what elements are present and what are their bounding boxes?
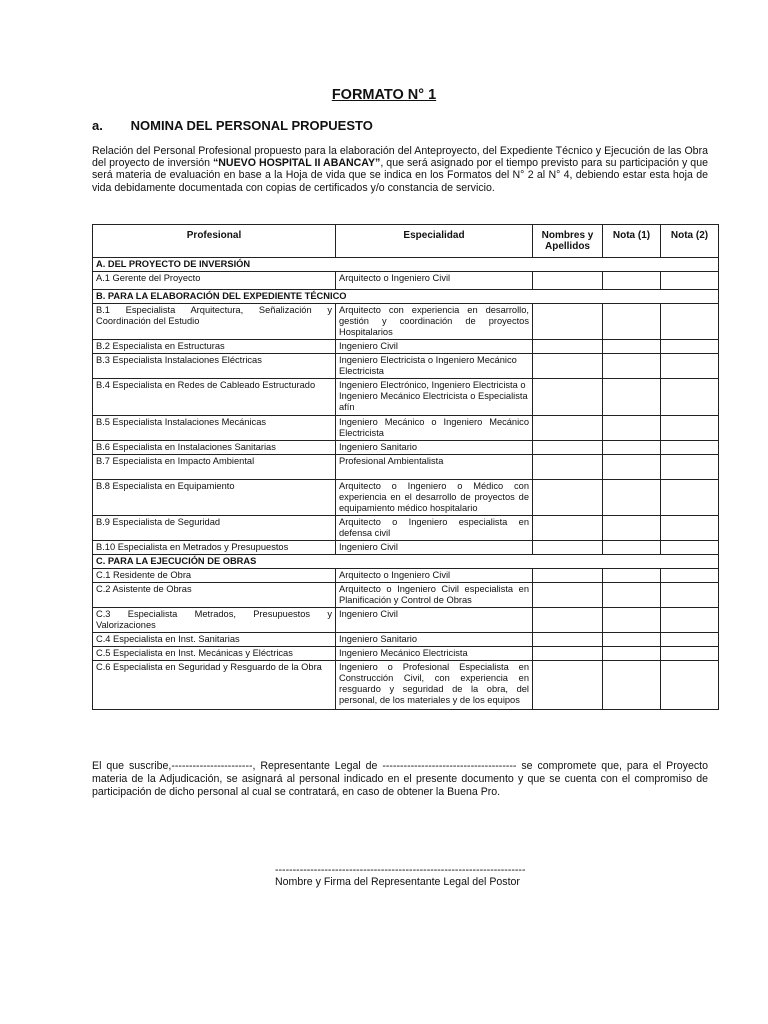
table-row [93, 569, 719, 583]
cell-nota-2[interactable] [661, 661, 719, 710]
table-row [93, 304, 719, 340]
cell-especialidad: Ingeniero Sanitario [336, 441, 533, 455]
table-row [93, 516, 719, 541]
cell-profesional: B.8 Especialista en Equipamiento [93, 480, 336, 516]
cell-nota-1[interactable] [603, 304, 661, 340]
table-row [93, 416, 719, 441]
signature-line: ----------------------------------------------------------------------- [275, 864, 526, 876]
section-heading [92, 118, 373, 133]
table-header-row [93, 225, 719, 258]
cell-profesional: B.1 Especialista Arquitectura, Señalización y Coordinación del Estudio [93, 304, 336, 340]
cell-nota-2[interactable] [661, 480, 719, 516]
cell-nota-2[interactable] [661, 340, 719, 354]
intro-text-after: , que será asignado por el tiempo previsto para su participación y que será materia de evaluación en base a la Hoja de vida que se indica en los Formatos del N° 2 al N° 4, debiendo estar esta hoja de vida debidamente documentada con copias de certificados y/o constancia de servicio. [92, 157, 708, 194]
cell-especialidad: Ingeniero Civil [336, 608, 533, 633]
section-row [93, 258, 719, 272]
header-profesional: Profesional [93, 225, 336, 258]
cell-especialidad: Arquitecto con experiencia en desarrollo, gestión y coordinación de proyectos Hospitalarios [336, 304, 533, 340]
cell-nombres[interactable] [533, 569, 603, 583]
cell-nota-2[interactable] [661, 647, 719, 661]
cell-profesional: B.6 Especialista en Instalaciones Sanitarias [93, 441, 336, 455]
table-row [93, 608, 719, 633]
cell-profesional: C.3 Especialista Metrados, Presupuestos y Valorizaciones [93, 608, 336, 633]
cell-nota-1[interactable] [603, 441, 661, 455]
table-row [93, 340, 719, 354]
cell-profesional: B.2 Especialista en Estructuras [93, 340, 336, 354]
personnel-table [92, 224, 719, 710]
cell-nombres[interactable] [533, 340, 603, 354]
cell-profesional: C.2 Asistente de Obras [93, 583, 336, 608]
cell-nota-1[interactable] [603, 379, 661, 416]
cell-nombres[interactable] [533, 647, 603, 661]
cell-especialidad: Ingeniero o Profesional Especialista en Construcción Civil, con experiencia en resguardo y seguridad de la obra, del personal, de los materiales y de los equipos [336, 661, 533, 710]
cell-nota-1[interactable] [603, 455, 661, 480]
table-row [93, 379, 719, 416]
cell-nota-2[interactable] [661, 441, 719, 455]
cell-especialidad: Arquitecto o Ingeniero o Médico con experiencia en el desarrollo de proyectos de equipamiento médico hospitalario [336, 480, 533, 516]
cell-profesional: B.5 Especialista Instalaciones Mecánicas [93, 416, 336, 441]
cell-nota-1[interactable] [603, 569, 661, 583]
cell-profesional: A.1 Gerente del Proyecto [93, 272, 336, 290]
cell-nota-1[interactable] [603, 583, 661, 608]
cell-nombres[interactable] [533, 661, 603, 710]
cell-nombres[interactable] [533, 583, 603, 608]
cell-profesional: B.10 Especialista en Metrados y Presupuestos [93, 541, 336, 555]
cell-nota-1[interactable] [603, 647, 661, 661]
cell-nombres[interactable] [533, 480, 603, 516]
cell-especialidad: Profesional Ambientalista [336, 455, 533, 480]
cell-nota-2[interactable] [661, 583, 719, 608]
header-especialidad: Especialidad [336, 225, 533, 258]
cell-nota-2[interactable] [661, 516, 719, 541]
table-row [93, 647, 719, 661]
form-title: FORMATO N° 1 [331, 87, 437, 103]
cell-nota-1[interactable] [603, 661, 661, 710]
cell-profesional: B.9 Especialista de Seguridad [93, 516, 336, 541]
cell-profesional: C.6 Especialista en Seguridad y Resguardo de la Obra [93, 661, 336, 710]
section-row [93, 555, 719, 569]
header-nota-1: Nota (1) [603, 225, 661, 258]
cell-profesional: C.1 Residente de Obra [93, 569, 336, 583]
table-row [93, 480, 719, 516]
cell-nota-1[interactable] [603, 480, 661, 516]
table-row [93, 541, 719, 555]
cell-especialidad: Ingeniero Civil [336, 340, 533, 354]
section-title: NOMINA DEL PERSONAL PROPUESTO [130, 118, 373, 133]
cell-especialidad: Ingeniero Electricista o Ingeniero Mecánico Electricista [336, 354, 533, 379]
signature-label: Nombre y Firma del Representante Legal del Postor [275, 876, 520, 888]
cell-nota-2[interactable] [661, 569, 719, 583]
commitment-paragraph: El que suscribe,-----------------------, Representante Legal de -------------------------------------- se compromete que, para el Proyecto materia de la Adjudicación, se asignará al personal indicado en el presente documento y que se cuenta con el compromiso de participación de dicho personal al cual se contratará, en caso de obtener la Buena Pro. [92, 760, 708, 799]
cell-especialidad: Arquitecto o Ingeniero Civil [336, 569, 533, 583]
cell-nombres[interactable] [533, 272, 603, 290]
section-letter: a. [92, 118, 103, 133]
header-nota-2: Nota (2) [661, 225, 719, 258]
section-row [93, 290, 719, 304]
table-row [93, 272, 719, 290]
cell-nombres[interactable] [533, 441, 603, 455]
section-title: A. DEL PROYECTO DE INVERSIÓN [93, 258, 719, 272]
cell-nota-1[interactable] [603, 416, 661, 441]
cell-nombres[interactable] [533, 455, 603, 480]
cell-nombres[interactable] [533, 379, 603, 416]
section-title: B. PARA LA ELABORACIÓN DEL EXPEDIENTE TÉCNICO [93, 290, 719, 304]
cell-nota-2[interactable] [661, 354, 719, 379]
table-row [93, 354, 719, 379]
cell-nota-1[interactable] [603, 340, 661, 354]
cell-nota-2[interactable] [661, 633, 719, 647]
cell-profesional: B.4 Especialista en Redes de Cableado Estructurado [93, 379, 336, 416]
cell-especialidad: Arquitecto o Ingeniero Civil [336, 272, 533, 290]
personnel-table-body [93, 225, 719, 710]
cell-nota-1[interactable] [603, 541, 661, 555]
cell-profesional: B.3 Especialista Instalaciones Eléctricas [93, 354, 336, 379]
cell-especialidad: Arquitecto o Ingeniero especialista en defensa civil [336, 516, 533, 541]
cell-nombres[interactable] [533, 516, 603, 541]
cell-nota-1[interactable] [603, 608, 661, 633]
table-row [93, 455, 719, 480]
cell-nota-1[interactable] [603, 354, 661, 379]
section-title: C. PARA LA EJECUCIÓN DE OBRAS [93, 555, 719, 569]
intro-paragraph [92, 145, 708, 194]
cell-nombres[interactable] [533, 541, 603, 555]
cell-nota-2[interactable] [661, 272, 719, 290]
table-row [93, 441, 719, 455]
cell-nota-2[interactable] [661, 379, 719, 416]
header-nombres: Nombres y Apellidos [533, 225, 603, 258]
cell-nota-2[interactable] [661, 304, 719, 340]
cell-especialidad: Ingeniero Mecánico Electricista [336, 647, 533, 661]
cell-nota-2[interactable] [661, 416, 719, 441]
cell-nombres[interactable] [533, 354, 603, 379]
cell-nota-2[interactable] [661, 455, 719, 480]
cell-nombres[interactable] [533, 416, 603, 441]
cell-nombres[interactable] [533, 304, 603, 340]
cell-nota-2[interactable] [661, 608, 719, 633]
cell-nota-2[interactable] [661, 541, 719, 555]
cell-especialidad: Ingeniero Electrónico, Ingeniero Electricista o Ingeniero Mecánico Electricista o Especialista afín [336, 379, 533, 416]
table-row [93, 583, 719, 608]
table-row [93, 633, 719, 647]
cell-profesional: B.7 Especialista en Impacto Ambiental [93, 455, 336, 480]
table-row [93, 661, 719, 710]
cell-nota-1[interactable] [603, 516, 661, 541]
cell-profesional: C.4 Especialista en Inst. Sanitarias [93, 633, 336, 647]
cell-nombres[interactable] [533, 633, 603, 647]
cell-especialidad: Arquitecto o Ingeniero Civil especialista en Planificación y Control de Obras [336, 583, 533, 608]
intro-text-before: Relación del Personal Profesional propuesto para la elaboración del Anteproyecto, del Expediente Técnico y Ejecución de las Obra del proyecto de inversión [92, 145, 708, 170]
cell-especialidad: Ingeniero Sanitario [336, 633, 533, 647]
cell-profesional: C.5 Especialista en Inst. Mecánicas y Eléctricas [93, 647, 336, 661]
cell-nombres[interactable] [533, 608, 603, 633]
project-name: “NUEVO HOSPITAL II ABANCAY” [212, 157, 381, 170]
cell-nota-1[interactable] [603, 272, 661, 290]
cell-especialidad: Ingeniero Mecánico o Ingeniero Mecánico Electricista [336, 416, 533, 441]
cell-nota-1[interactable] [603, 633, 661, 647]
cell-especialidad: Ingeniero Civil [336, 541, 533, 555]
